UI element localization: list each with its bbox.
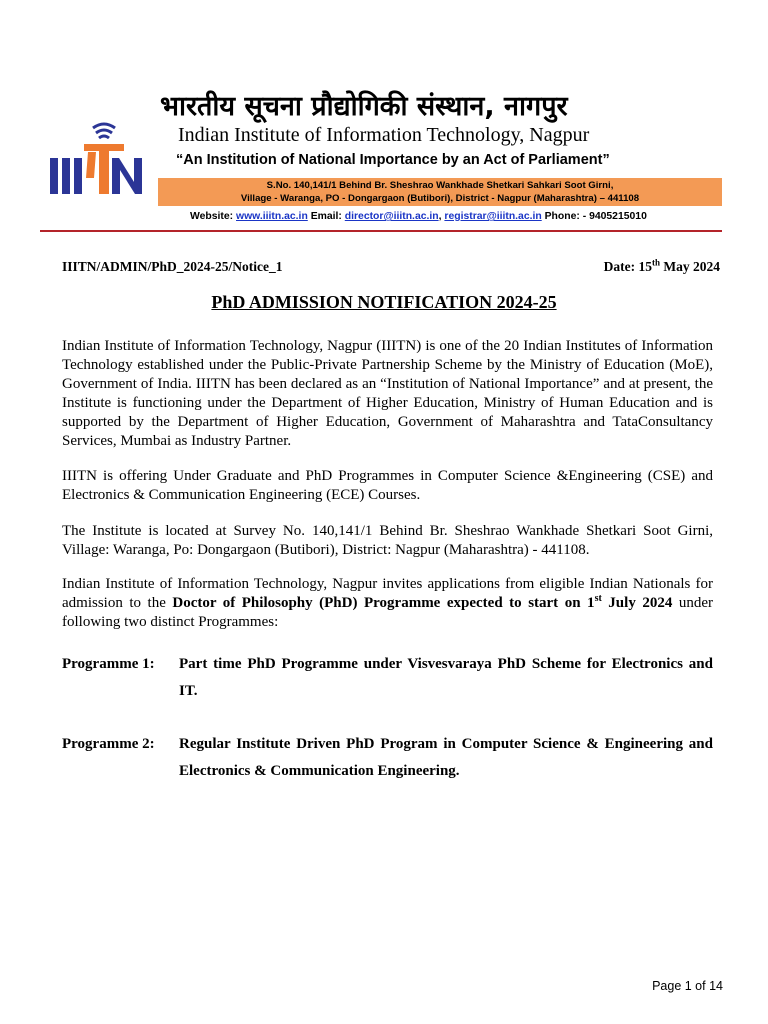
programme-1-text: Part time PhD Programme under Visvesvaraya PhD Scheme for Electronics and IT.	[179, 656, 713, 699]
paragraph-invitation: Indian Institute of Information Technology, Nagpur invites applications from eligible Indian Nationals for admission to the Doctor of Philosophy (PhD) Programme expected to start on 1st July 2024 under following two distinct Programmes:	[62, 576, 714, 630]
paragraph-location: The Institute is located at Survey No. 140,141/1 Behind Br. Sheshrao Wankhade Shetkari Soot Girni, Village: Waranga, Po: Dongargaon (Butibori), District: Nagpur (Maharashtra) - 441108.	[62, 523, 713, 558]
paragraph-programmes-offered: IIITN is offering Under Graduate and PhD Programmes in Computer Science &Engineering (CSE) and Electronics & Communication Engineering (ECE) Courses.	[62, 468, 713, 503]
registrar-email-link[interactable]: registrar@iiitn.ac.in	[444, 211, 542, 222]
phone-text: Phone: - 9405215010	[544, 211, 647, 222]
page-number: Page 1 of 14	[652, 979, 723, 993]
notice-reference: IIITN/ADMIN/PhD_2024-25/Notice_1	[62, 259, 283, 274]
director-email-link[interactable]: director@iiitn.ac.in	[344, 211, 439, 222]
website-label: Website:	[190, 211, 234, 222]
notice-date: Date: 15th May 2024	[603, 257, 720, 274]
address-line-2: Village - Waranga, PO - Dongargaon (Butibori), District - Nagpur (Maharashtra) – 441108	[240, 193, 640, 204]
iiitn-logo	[48, 118, 146, 198]
paragraph-intro: Indian Institute of Information Technology, Nagpur (IIITN) is one of the 20 Indian Institutes of Information Technology established under the Public-Private Partnership Scheme by the Ministry of Education (MoE), Government of India. IIITN has been declared as an “Institution of National Importance” and at present, the Institute is functioning under the Department of Higher Education, Ministry of Human Education and is supported by the Department of Higher Education, Government of Maharashtra and TataConsultancy Services, Mumbai as Industry Partner.	[62, 338, 713, 449]
header-divider	[40, 230, 722, 232]
address-band	[158, 178, 722, 206]
contact-line: Website: www.iiitn.ac.in Email: director@iiitn.ac.in, registrar@iiitn.ac.in Phone: - 9405215010	[190, 211, 647, 222]
institute-name-english: Indian Institute of Information Technology, Nagpur	[178, 124, 590, 146]
programme-2-label: Programme 2:	[62, 736, 155, 752]
programme-2-text: Regular Institute Driven PhD Program in Computer Science & Engineering and Electronics & Communication Engineering.	[179, 736, 713, 779]
email-label: Email:	[310, 211, 342, 222]
notice-title: PhD ADMISSION NOTIFICATION 2024-25	[211, 292, 557, 312]
institute-name-hindi: भारतीय सूचना प्रौद्योगिकी संस्थान, नागपुर	[160, 91, 568, 122]
address-line-1: S.No. 140,141/1 Behind Br. Sheshrao Wankhade Shetkari Sahkari Soot Girni,	[266, 180, 614, 191]
website-link[interactable]: www.iiitn.ac.in	[236, 211, 308, 222]
programme-1-label: Programme 1:	[62, 656, 155, 672]
institute-tagline: “An Institution of National Importance by an Act of Parliament”	[176, 152, 610, 168]
